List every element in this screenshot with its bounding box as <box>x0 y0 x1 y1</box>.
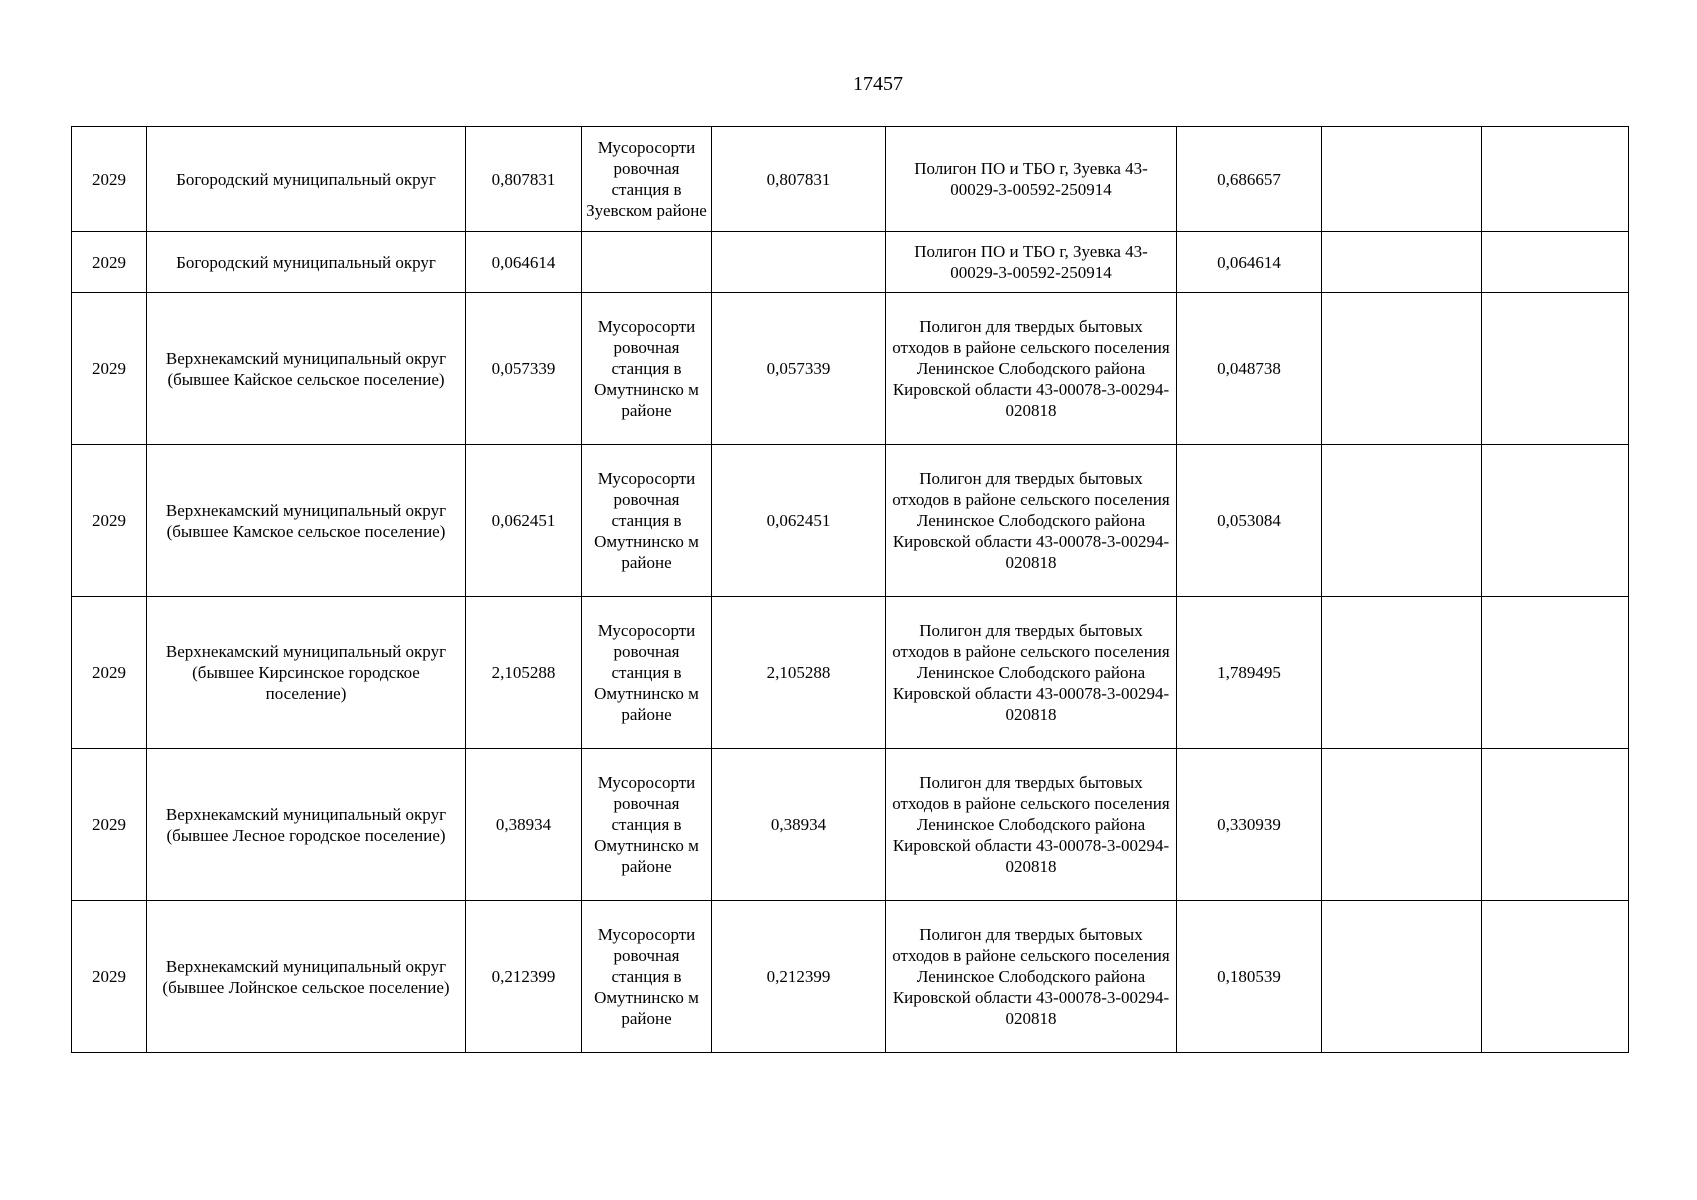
landfill-volume-cell: 0,180539 <box>1177 901 1322 1053</box>
landfill-cell: Полигон для твердых бытовых отходов в районе сельского поселения Ленинское Слободского района Кировской области 43-00078-3-00294-020818 <box>886 597 1177 749</box>
empty-cell <box>1322 749 1482 901</box>
table-row <box>72 749 1629 901</box>
landfill-cell: Полигон для твердых бытовых отходов в районе сельского поселения Ленинское Слободского района Кировской области 43-00078-3-00294-020818 <box>886 749 1177 901</box>
landfill-cell: Полигон ПО и ТБО г, Зуевка 43-00029-3-00592-250914 <box>886 232 1177 293</box>
empty-cell <box>1482 597 1629 749</box>
landfill-volume-cell: 1,789495 <box>1177 597 1322 749</box>
table-row <box>72 901 1629 1053</box>
volume-cell: 0,807831 <box>466 127 582 232</box>
landfill-cell: Полигон для твердых бытовых отходов в районе сельского поселения Ленинское Слободского района Кировской области 43-00078-3-00294-020818 <box>886 901 1177 1053</box>
volume-cell: 2,105288 <box>466 597 582 749</box>
volume-cell: 0,064614 <box>466 232 582 293</box>
landfill-cell: Полигон для твердых бытовых отходов в районе сельского поселения Ленинское Слободского района Кировской области 43-00078-3-00294-020818 <box>886 445 1177 597</box>
municipality-cell: Верхнекамский муниципальный округ (бывшее Камское сельское поселение) <box>147 445 466 597</box>
volume-cell: 0,057339 <box>466 293 582 445</box>
landfill-volume-cell: 0,053084 <box>1177 445 1322 597</box>
year-cell: 2029 <box>72 445 147 597</box>
empty-cell <box>1482 293 1629 445</box>
station-cell: Мусоросорти ровочная станция в Омутнинско м районе <box>582 749 712 901</box>
municipality-cell: Верхнекамский муниципальный округ (бывшее Кирсинское городское поселение) <box>147 597 466 749</box>
empty-cell <box>1322 293 1482 445</box>
landfill-volume-cell: 0,064614 <box>1177 232 1322 293</box>
landfill-cell: Полигон для твердых бытовых отходов в районе сельского поселения Ленинское Слободского района Кировской области 43-00078-3-00294-020818 <box>886 293 1177 445</box>
data-table-container <box>71 126 1628 1053</box>
year-cell: 2029 <box>72 749 147 901</box>
data-table <box>71 126 1629 1053</box>
empty-cell <box>1482 232 1629 293</box>
station-volume-cell <box>712 232 886 293</box>
volume-cell: 0,062451 <box>466 445 582 597</box>
table-row <box>72 293 1629 445</box>
municipality-cell: Богородский муниципальный округ <box>147 127 466 232</box>
volume-cell: 0,38934 <box>466 749 582 901</box>
empty-cell <box>1482 901 1629 1053</box>
landfill-cell: Полигон ПО и ТБО г, Зуевка 43-00029-3-00592-250914 <box>886 127 1177 232</box>
station-cell: Мусоросорти ровочная станция в Омутнинско м районе <box>582 597 712 749</box>
municipality-cell: Богородский муниципальный округ <box>147 232 466 293</box>
year-cell: 2029 <box>72 293 147 445</box>
empty-cell <box>1322 127 1482 232</box>
landfill-volume-cell: 0,330939 <box>1177 749 1322 901</box>
station-cell: Мусоросорти ровочная станция в Омутнинско м районе <box>582 901 712 1053</box>
table-row <box>72 232 1629 293</box>
landfill-volume-cell: 0,686657 <box>1177 127 1322 232</box>
empty-cell <box>1322 445 1482 597</box>
volume-cell: 0,212399 <box>466 901 582 1053</box>
station-cell: Мусоросорти ровочная станция в Омутнинско м районе <box>582 293 712 445</box>
table-row <box>72 597 1629 749</box>
page-number: 17457 <box>853 73 903 95</box>
station-cell <box>582 232 712 293</box>
empty-cell <box>1482 127 1629 232</box>
year-cell: 2029 <box>72 127 147 232</box>
empty-cell <box>1322 901 1482 1053</box>
empty-cell <box>1322 597 1482 749</box>
year-cell: 2029 <box>72 901 147 1053</box>
municipality-cell: Верхнекамский муниципальный округ (бывшее Кайское сельское поселение) <box>147 293 466 445</box>
table-row <box>72 445 1629 597</box>
year-cell: 2029 <box>72 232 147 293</box>
station-volume-cell: 0,057339 <box>712 293 886 445</box>
empty-cell <box>1322 232 1482 293</box>
year-cell: 2029 <box>72 597 147 749</box>
empty-cell <box>1482 445 1629 597</box>
municipality-cell: Верхнекамский муниципальный округ (бывшее Лойнское сельское поселение) <box>147 901 466 1053</box>
station-cell: Мусоросорти ровочная станция в Омутнинско м районе <box>582 445 712 597</box>
station-volume-cell: 0,212399 <box>712 901 886 1053</box>
empty-cell <box>1482 749 1629 901</box>
landfill-volume-cell: 0,048738 <box>1177 293 1322 445</box>
station-volume-cell: 0,062451 <box>712 445 886 597</box>
station-volume-cell: 2,105288 <box>712 597 886 749</box>
station-volume-cell: 0,38934 <box>712 749 886 901</box>
municipality-cell: Верхнекамский муниципальный округ (бывшее Лесное городское поселение) <box>147 749 466 901</box>
station-volume-cell: 0,807831 <box>712 127 886 232</box>
table-row <box>72 127 1629 232</box>
station-cell: Мусоросорти ровочная станция в Зуевском районе <box>582 127 712 232</box>
